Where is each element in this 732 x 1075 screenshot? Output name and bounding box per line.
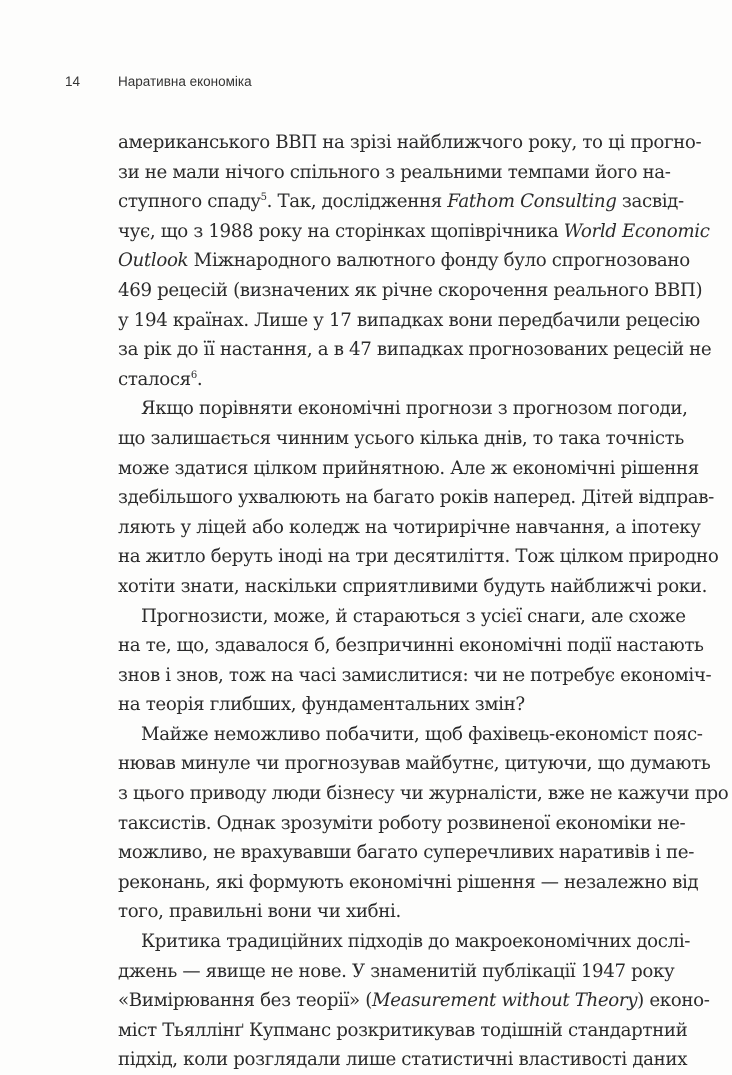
text-line: Критика традиційних підходів до макроекономічних дослі- [141,931,691,953]
text-line: у 194 країнах. Лише у 17 випадках вони передбачили рецесію [118,309,700,331]
text-line: Прогнозисти, може, й стараються з усієї снаги, але схоже [141,605,686,627]
text-line: на теорія глибших, фундаментальних змін? [118,694,525,716]
text-line: Outlook Міжнародного валютного фонду було спрогнозовано [118,250,690,272]
text-line: «Вимірювання без теорії» (Measurement without Theory) еконо- [118,990,710,1012]
italic-text: World Economic [563,220,710,242]
running-head-title: Наративна економіка [118,74,252,89]
text-line: знов і знов, тож на часі замислитися: чи не потребує економіч- [118,664,712,686]
text-line: 469 рецесій (визначених як річне скорочення реального ВВП) [118,279,703,301]
text-line: з цього приводу люди бізнесу чи журналісти, вже не кажучи про [118,783,729,805]
text-line: реконань, які формують економічні рішення — незалежно від [118,871,699,893]
text-line: американського ВВП на зрізі найближчого року, то ці прогно- [118,132,702,153]
text-line: хотіти знати, наскільки сприятливими будуть найближчі роки. [118,575,708,597]
text-line: на те, що, здавалося б, безпричинні економічні події настають [118,635,704,657]
italic-text: Measurement without Theory [372,990,638,1012]
text-line: здебільшого ухвалюють на багато років наперед. Дітей відправ- [118,487,714,509]
paragraph [118,927,710,1075]
footnote-ref: 6 [190,369,197,381]
text-line: ляють у ліцей або коледж на чотирирічне навчання, а іпотеку [118,516,701,538]
italic-text: Outlook [118,250,189,272]
text-line: Майже неможливо побачити, щоб фахівець-економіст пояс- [141,723,703,745]
running-head [0,74,732,94]
italic-text: Fathom Consulting [447,191,617,213]
text-line: сталося$^6$. [118,368,203,390]
paragraph [118,720,729,927]
text-line: зи не мали нічого спільного з реальними темпами його на- [118,161,671,183]
text-line: що залишається чинним усього кілька днів, то така точність [118,427,684,449]
body-text [118,128,729,1075]
text-line: Якщо порівняти економічні прогнози з прогнозом погоди, [141,398,688,420]
text-line: на житло беруть іноді на три десятиліття. Тож цілком природно [118,546,719,568]
text-line: міст Тьяллінґ Купманс розкритикував тодішній стандартний [118,1019,688,1041]
text-line: чує, що з 1988 року на сторінках щопіврічника World Economic [118,220,710,242]
text-line: джень — явище не нове. У знаменитій публікації 1947 року [118,960,675,982]
text-line: нював минуле чи прогнозував майбутнє, цитуючи, що думають [118,753,711,775]
paragraph [118,602,712,720]
paragraph [118,128,712,394]
text-line: за рік до її настання, а в 47 випадках прогнозованих рецесій не [118,339,712,361]
text-line: таксистів. Однак зрозуміти роботу розвиненої економіки не- [118,812,686,834]
text-line: може здатися цілком прийнятною. Але ж економічні рішення [118,457,699,479]
text-line: ступного спаду$^5$. Так, дослідження Fathom Consulting засвід- [118,191,684,213]
paragraph [118,394,719,601]
footnote-ref: 5 [260,192,267,204]
text-line: можливо, не врахувавши багато суперечливих наративів і пе- [118,842,695,864]
text-line: підхід, коли розглядали лише статистичні властивості даних [118,1049,688,1071]
text-line: того, правильні вони чи хибні. [118,901,401,923]
page-number: 14 [65,74,81,89]
